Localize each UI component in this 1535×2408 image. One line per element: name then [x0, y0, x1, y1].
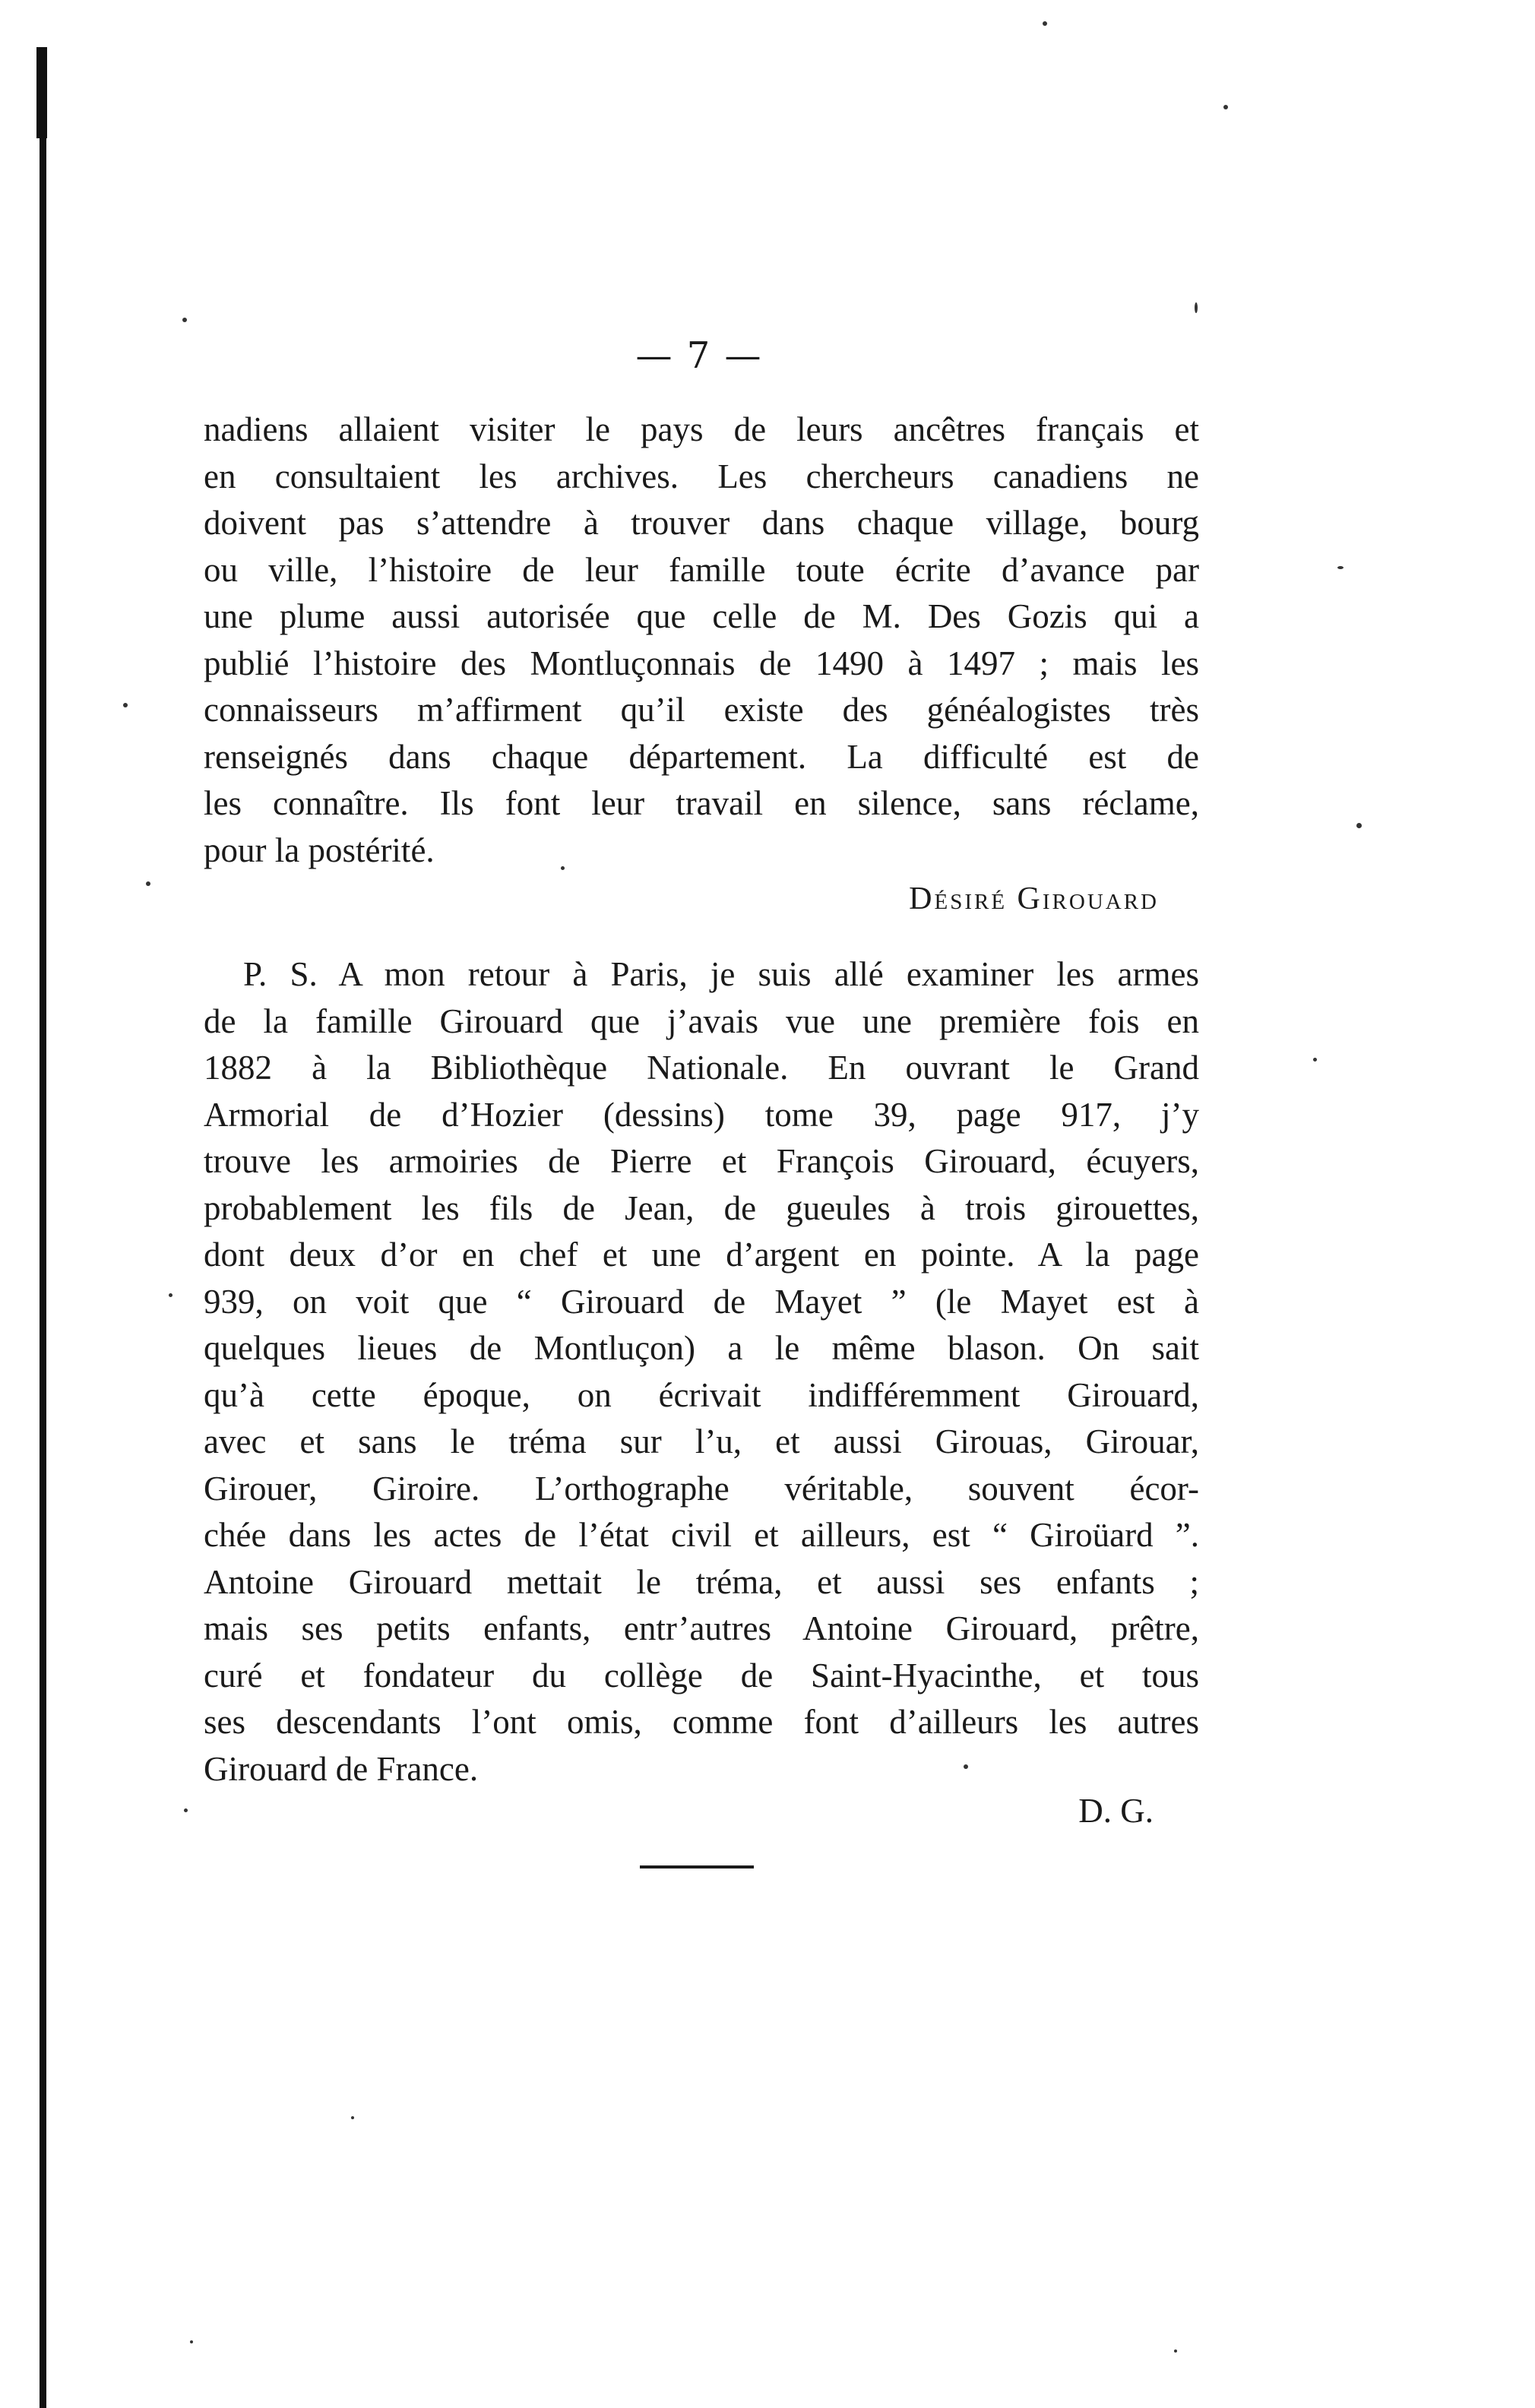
postscript-line: curé et fondateur du collège de Saint-Hyacinthe, et tous — [204, 1656, 1199, 1694]
signature: Désiré Girouard — [909, 881, 1159, 916]
postscript-line: dont deux d’or en chef et une d’argent en pointe. A la page — [204, 1236, 1199, 1274]
print-speck — [1043, 21, 1047, 26]
letter-line: pour la postérité. — [204, 831, 435, 869]
letter-line: renseignés dans chaque département. La difficulté est de — [204, 737, 1199, 776]
postscript-line: Armorial de d’Hozier (dessins) tome 39, page 917, j’y — [204, 1095, 1199, 1134]
letter-line: ou ville, l’histoire de leur famille toute écrite d’avance par — [204, 550, 1199, 589]
postscript-line: Antoine Girouard mettait le tréma, et aussi ses enfants ; — [204, 1562, 1199, 1601]
print-speck — [1356, 823, 1362, 828]
letter-line: publié l’histoire des Montluçonnais de 1490 à 1497 ; mais les — [204, 644, 1199, 682]
letter-line: nadiens allaient visiter le pays de leurs ancêtres français et — [204, 410, 1199, 448]
print-speck — [964, 1764, 968, 1769]
postscript-line: de la famille Girouard que j’avais vue une première fois en — [204, 1001, 1199, 1040]
print-speck — [1337, 566, 1344, 569]
letter-line: en consultaient les archives. Les chercheurs canadiens ne — [204, 457, 1199, 495]
section-rule — [640, 1865, 754, 1868]
print-speck — [1174, 2349, 1177, 2353]
letter-line: connaisseurs m’affirment qu’il existe des généalogistes très — [204, 691, 1199, 729]
postscript-line: 1882 à la Bibliothèque Nationale. En ouvrant le Grand — [204, 1049, 1199, 1087]
print-speck — [1313, 1058, 1317, 1062]
postscript-line: 939, on voit que “ Girouard de Mayet ” (le Mayet est à — [204, 1282, 1199, 1321]
print-speck — [146, 881, 150, 886]
print-speck — [123, 703, 128, 707]
print-speck — [351, 2116, 354, 2119]
print-speck — [1195, 302, 1198, 313]
postscript-line: avec et sans le tréma sur l’u, et aussi Girouas, Girouar, — [204, 1422, 1199, 1460]
postscript-line: probablement les fils de Jean, de gueules à trois girouettes, — [204, 1188, 1199, 1227]
postscript-line: Girouer, Giroire. L’orthographe véritable, souvent écor- — [204, 1469, 1199, 1508]
letter-body — [204, 407, 1199, 874]
postscript-line: P. S. A mon retour à Paris, je suis allé examiner les armes — [243, 955, 1199, 993]
postscript-line: qu’à cette époque, on écrivait indifféremment Girouard, — [204, 1375, 1199, 1414]
print-speck — [1223, 105, 1228, 109]
postscript-line: ses descendants l’ont omis, comme font d’ailleurs les autres — [204, 1703, 1199, 1741]
print-speck — [182, 318, 187, 322]
letter-line: une plume aussi autorisée que celle de M. Des Gozis qui a — [204, 597, 1199, 635]
postscript-line: Girouard de France. — [204, 1749, 479, 1788]
binding-edge-top — [36, 47, 47, 138]
print-speck — [190, 2340, 193, 2343]
postscript-line: quelques lieues de Montluçon) a le même blason. On sait — [204, 1329, 1199, 1367]
postscript-line: trouve les armoiries de Pierre et François Girouard, écuyers, — [204, 1142, 1199, 1180]
print-speck — [184, 1808, 188, 1812]
postscript-line: chée dans les actes de l’état civil et ailleurs, est “ Giroüard ”. — [204, 1516, 1199, 1554]
letter-line: doivent pas s’attendre à trouver dans chaque village, bourg — [204, 504, 1199, 542]
binding-edge — [40, 47, 46, 2408]
postscript-line: mais ses petits enfants, entr’autres Antoine Girouard, prêtre, — [204, 1609, 1199, 1647]
page-number: — 7 — — [635, 334, 763, 377]
print-speck — [561, 866, 565, 870]
postscript-body — [204, 951, 1199, 1793]
postscript-initials: D. G. — [1078, 1792, 1154, 1830]
print-speck — [169, 1293, 172, 1297]
letter-line: les connaître. Ils font leur travail en silence, sans réclame, — [204, 784, 1199, 822]
